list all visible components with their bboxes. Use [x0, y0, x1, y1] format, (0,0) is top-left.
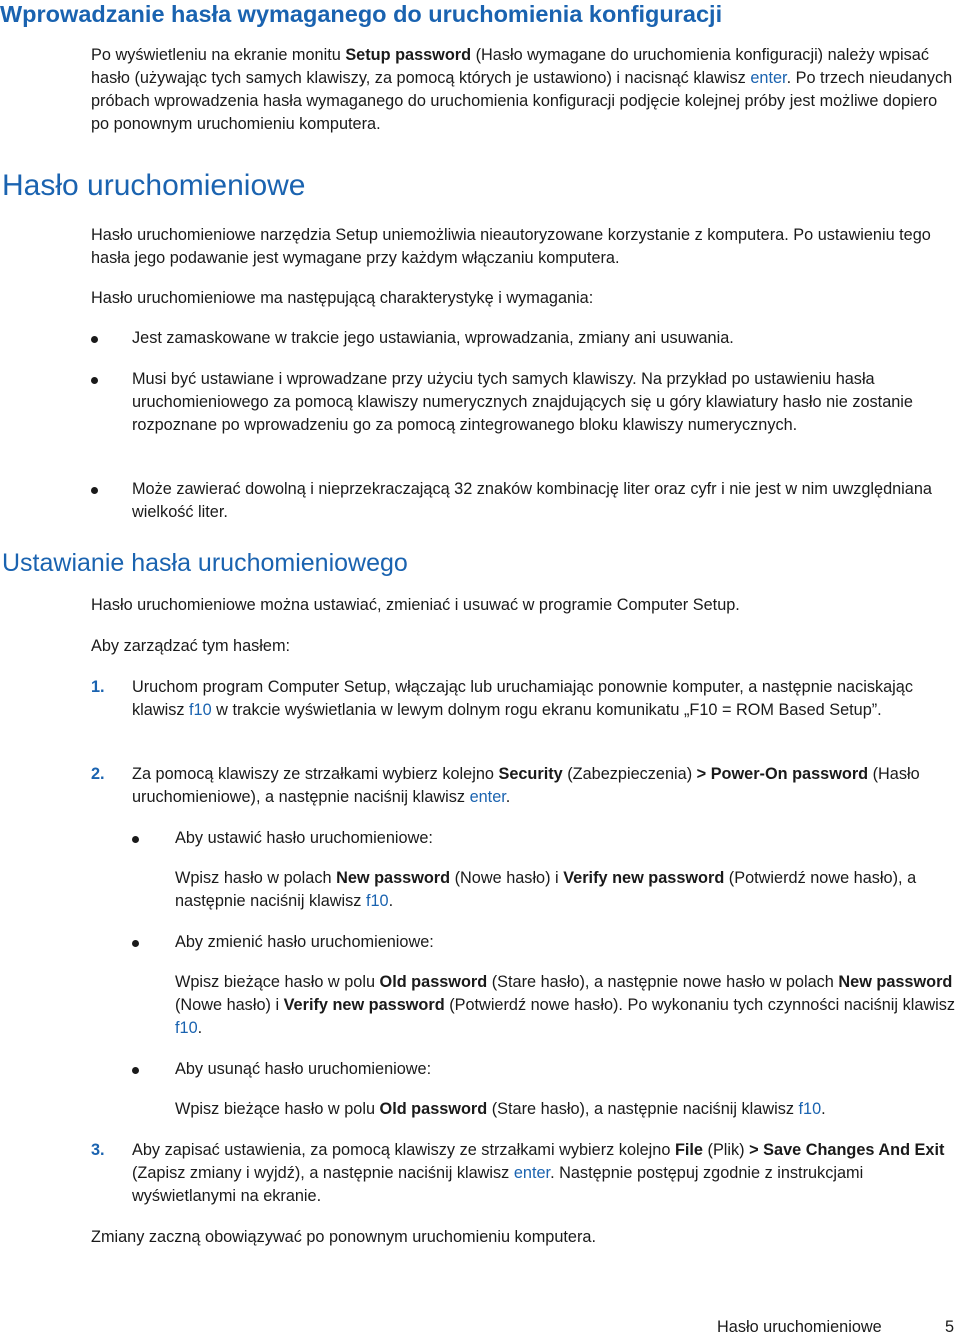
instruction-text: (Stare hasło), a następnie naciśnij klawisz — [487, 1100, 799, 1118]
sub-item-instruction — [175, 867, 958, 913]
step-text: . Następnie postępuj zgodnie z instrukcjami wyświetlanymi na ekranie. — [132, 1164, 864, 1205]
old-password-term: Old password — [379, 1100, 488, 1118]
page-title: Wprowadzanie hasła wymaganego do uruchomienia konfiguracji — [0, 1, 723, 27]
intro-text: Po wyświetleniu na ekranie monitu — [91, 46, 346, 64]
instruction-text: (Potwierdź nowe hasło), a następnie naciśnij klawisz — [175, 869, 917, 910]
step-text: w trakcie wyświetlania w lewym dolnym rogu ekranu komunikatu „F10 = ROM Based Setup”. — [211, 701, 882, 719]
security-menu-term: Security — [498, 765, 563, 783]
intro-text: . Po trzech nieudanych próbach wprowadzenia hasła wymaganego do uruchomienia konfiguracji podjęcie kolejnej próby jest możliwe dopiero po ponownym uruchomieniu komputera. — [91, 69, 953, 133]
enter-key: enter — [750, 69, 787, 87]
page-number: 5 — [945, 1318, 955, 1336]
step-text: . — [505, 788, 511, 806]
step-text: Aby zapisać ustawienia, za pomocą klawiszy ze strzałkami wybierz kolejno — [132, 1141, 675, 1159]
step-text: (Zapisz zmiany i wyjdź), a następnie naciśnij klawisz — [132, 1164, 514, 1182]
instruction-text: Wpisz bieżące hasło w polu — [175, 1100, 380, 1118]
save-changes-and-exit-term: > Save Changes And Exit — [749, 1141, 945, 1159]
bullet-icon — [91, 336, 98, 343]
step-text: (Plik) — [703, 1141, 750, 1159]
sub-item-label: Aby usunąć hasło uruchomieniowe: — [175, 1060, 432, 1078]
sub-item-instruction — [175, 1098, 958, 1121]
f10-key: f10 — [798, 1100, 822, 1118]
section2-paragraph: Hasło uruchomieniowe można ustawiać, zmieniać i usuwać w programie Computer Setup. — [91, 596, 740, 614]
instruction-text: . — [388, 892, 394, 910]
list-item: Jest zamaskowane w trakcie jego ustawiania, wprowadzania, zmiany ani usuwania. — [132, 329, 734, 347]
list-item: Może zawierać dowolną i nieprzekraczającą 32 znaków kombinację liter oraz cyfr i nie jest w nim uwzględniana wielkość liter. — [132, 480, 932, 521]
sub-item-label: Aby ustawić hasło uruchomieniowe: — [175, 829, 433, 847]
intro-paragraph — [91, 44, 957, 136]
verify-new-password-term: Verify new password — [283, 996, 445, 1014]
bullet-icon — [132, 836, 139, 843]
power-on-password-term: > Power-On password — [696, 765, 869, 783]
instruction-text: (Potwierdź nowe hasło). Po wykonaniu tych czynności naciśnij klawisz — [444, 996, 956, 1014]
section-heading-power-on-password: Hasło uruchomieniowe — [2, 169, 306, 202]
step-1 — [132, 676, 958, 722]
step-2 — [132, 763, 958, 809]
list-item: Musi być ustawiane i wprowadzane przy użyciu tych samych klawiszy. Na przykład po ustawieniu hasła uruchomieniowego za pomocą klawiszy numerycznych znajdujących się u góry klawiatury hasło nie zostanie rozpoznane po wprowadzeniu go za pomocą zintegrowanego bloku klawiszy numerycznych. — [132, 370, 913, 434]
old-password-term: Old password — [379, 973, 488, 991]
section1-paragraph: Hasło uruchomieniowe narzędzia Setup uniemożliwia nieautoryzowane korzystanie z komputera. Po ustawieniu tego hasła jego podawanie jest wymagane przy każdym włączaniu komputera. — [91, 226, 931, 267]
section2-paragraph: Aby zarządzać tym hasłem: — [91, 637, 291, 655]
intro-text: (Hasło wymagane do uruchomienia konfiguracji) należy wpisać hasło (używając tych samych klawiszy, za pomocą których je ustawiono) i nacisnąć klawisz — [91, 46, 929, 87]
bullet-icon — [91, 487, 98, 494]
bullet-icon — [132, 1067, 139, 1074]
step-number: 2. — [91, 765, 105, 783]
step-text: Za pomocą klawiszy ze strzałkami wybierz kolejno — [132, 765, 499, 783]
instruction-text: . — [197, 1019, 203, 1037]
step-text: Uruchom program Computer Setup, włączając lub uruchamiając ponownie komputer, a następnie naciskając klawisz — [132, 678, 913, 719]
bullet-icon — [132, 940, 139, 947]
sub-item-label: Aby zmienić hasło uruchomieniowe: — [175, 933, 434, 951]
instruction-text: (Stare hasło), a następnie nowe hasło w polach — [487, 973, 839, 991]
new-password-term: New password — [336, 869, 451, 887]
f10-key: f10 — [189, 701, 212, 719]
step-number: 3. — [91, 1141, 105, 1159]
footer-section-title: Hasło uruchomieniowe — [717, 1318, 882, 1336]
closing-paragraph: Zmiany zaczną obowiązywać po ponownym uruchomieniu komputera. — [91, 1228, 596, 1246]
instruction-text: (Nowe hasło) i — [450, 869, 564, 887]
f10-key: f10 — [365, 892, 389, 910]
new-password-term: New password — [838, 973, 953, 991]
section-heading-setting-password: Ustawianie hasła uruchomieniowego — [2, 549, 408, 577]
verify-new-password-term: Verify new password — [563, 869, 725, 887]
setup-password-term: Setup password — [345, 46, 472, 64]
instruction-text: (Nowe hasło) i — [175, 996, 284, 1014]
file-menu-term: File — [674, 1141, 703, 1159]
step-number: 1. — [91, 678, 105, 696]
step-text: (Zabezpieczenia) — [562, 765, 697, 783]
instruction-text: Wpisz hasło w polach — [175, 869, 337, 887]
f10-key: f10 — [175, 1019, 198, 1037]
sub-item-instruction — [175, 971, 958, 1040]
instruction-text: . — [821, 1100, 826, 1118]
instruction-text: Wpisz bieżące hasło w polu — [175, 973, 380, 991]
enter-key: enter — [513, 1164, 551, 1182]
enter-key: enter — [469, 788, 506, 806]
section1-paragraph: Hasło uruchomieniowe ma następującą charakterystykę i wymagania: — [91, 289, 594, 307]
step-3 — [132, 1139, 958, 1208]
step-text: (Hasło uruchomieniowe), a następnie naciśnij klawisz — [132, 765, 920, 806]
bullet-icon — [91, 377, 98, 384]
